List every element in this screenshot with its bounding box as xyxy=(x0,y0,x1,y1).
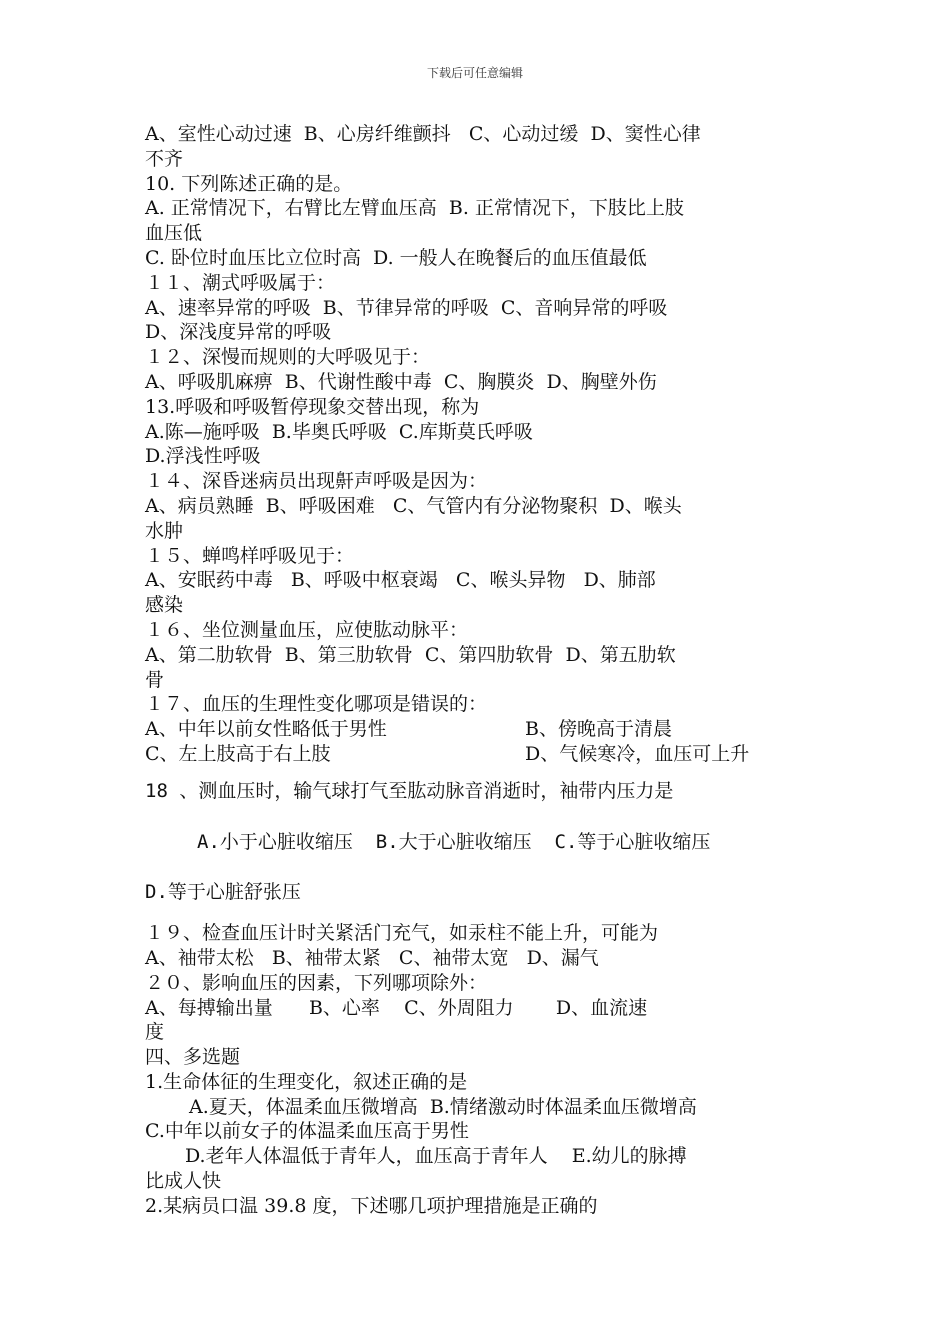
option-a: A、中年以前女性略低于男性 xyxy=(145,718,387,741)
text-line: D.老年人体温低于青年人，血压高于青年人 E.幼儿的脉搏 xyxy=(185,1145,687,1168)
text-line: 度 xyxy=(145,1021,165,1044)
question-13: 13.呼吸和呼吸暂停现象交替出现，称为 xyxy=(145,395,480,418)
text-line xyxy=(145,717,813,742)
question-19: １９、检查血压计时关紧活门充气，如汞柱不能上升，可能为 xyxy=(145,922,659,945)
section-heading: 四、多选题 xyxy=(145,1046,241,1069)
question-15: １５、蝉鸣样呼吸见于： xyxy=(145,544,355,567)
text-line: 血压低 xyxy=(145,222,203,245)
text-line: A.陈—施呼吸 B.毕奥氏呼吸 C.库斯莫氏呼吸 xyxy=(145,420,533,443)
text-line: D、深浅度异常的呼吸 xyxy=(145,321,332,344)
question-16: １６、坐位测量血压，应使肱动脉平： xyxy=(145,618,469,641)
text-line: C.中年以前女子的体温柔血压高于男性 xyxy=(145,1120,469,1143)
text-line: A、袖带太松 B、袖带太紧 C、袖带太宽 D、漏气 xyxy=(145,946,599,969)
text-line: A、室性心动过速 B、心房纤维颤抖 C、心动过缓 D、窦性心律 xyxy=(145,123,701,145)
question-18: 18 、测血压时，输气球打气至肱动脉音消逝时，袖带内压力是 xyxy=(145,779,674,802)
text-line: D.等于心脏舒张压 xyxy=(145,881,301,904)
text-line: 比成人快 xyxy=(145,1170,222,1193)
text-line: A. 正常情况下，右臂比左臂血压高 B. 正常情况下，下肢比上肢 xyxy=(145,197,684,220)
document-body xyxy=(145,122,813,1219)
text-line: A、第二肋软骨 B、第三肋软骨 C、第四肋软骨 D、第五肋软 xyxy=(145,643,676,666)
question-14: １４、深昏迷病员出现鼾声呼吸是因为： xyxy=(145,470,488,493)
option-c: C、左上肢高于右上肢 xyxy=(145,742,331,765)
question-10: 10. 下列陈述正确的是。 xyxy=(145,172,353,195)
question-12: １２、深慢而规则的大呼吸见于： xyxy=(145,346,431,369)
text-line xyxy=(145,742,813,767)
text-line: A、速率异常的呼吸 B、节律异常的呼吸 C、音响异常的呼吸 xyxy=(145,296,668,319)
text-line: A、病员熟睡 B、呼吸困难 C、气管内有分泌物聚积 D、喉头 xyxy=(145,494,682,517)
question-11: １１、潮式呼吸属于： xyxy=(145,271,336,294)
text-line: A、安眠药中毒 B、呼吸中枢衰竭 C、喉头异物 D、肺部 xyxy=(145,569,656,592)
text-line: 骨 xyxy=(145,668,165,691)
multi-question-1: 1.生命体征的生理变化，叙述正确的是 xyxy=(145,1070,468,1093)
option-b: B、傍晚高于清晨 xyxy=(525,718,672,741)
text-line: 水肿 xyxy=(145,519,184,542)
text-line: A、呼吸肌麻痹 B、代谢性酸中毒 C、胸膜炎 D、胸壁外伤 xyxy=(145,370,657,393)
text-line: C. 卧位时血压比立位时高 D. 一般人在晚餐后的血压值最低 xyxy=(145,246,647,269)
text-line: D.浮浅性呼吸 xyxy=(145,445,261,468)
option-d: D、气候寒冷，血压可上升 xyxy=(525,742,750,765)
question-17: １７、血压的生理性变化哪项是错误的： xyxy=(145,693,488,716)
text-line: 感染 xyxy=(145,594,184,617)
multi-question-2: 2.某病员口温 39.8 度，下述哪几项护理措施是正确的 xyxy=(145,1194,598,1217)
text-line: A.小于心脏收缩压 B.大于心脏收缩压 C.等于心脏收缩压 xyxy=(197,830,711,853)
question-20: ２０、影响血压的因素，下列哪项除外： xyxy=(145,971,488,994)
text-line: A、每搏输出量 B、心率 C、外周阻力 D、血流速 xyxy=(145,996,648,1019)
text-line: 不齐 xyxy=(145,147,184,170)
page-header: 下载后可任意编辑 xyxy=(426,66,523,80)
text-line: A.夏天，体温柔血压微增高 B.情绪激动时体温柔血压微增高 xyxy=(189,1095,697,1118)
